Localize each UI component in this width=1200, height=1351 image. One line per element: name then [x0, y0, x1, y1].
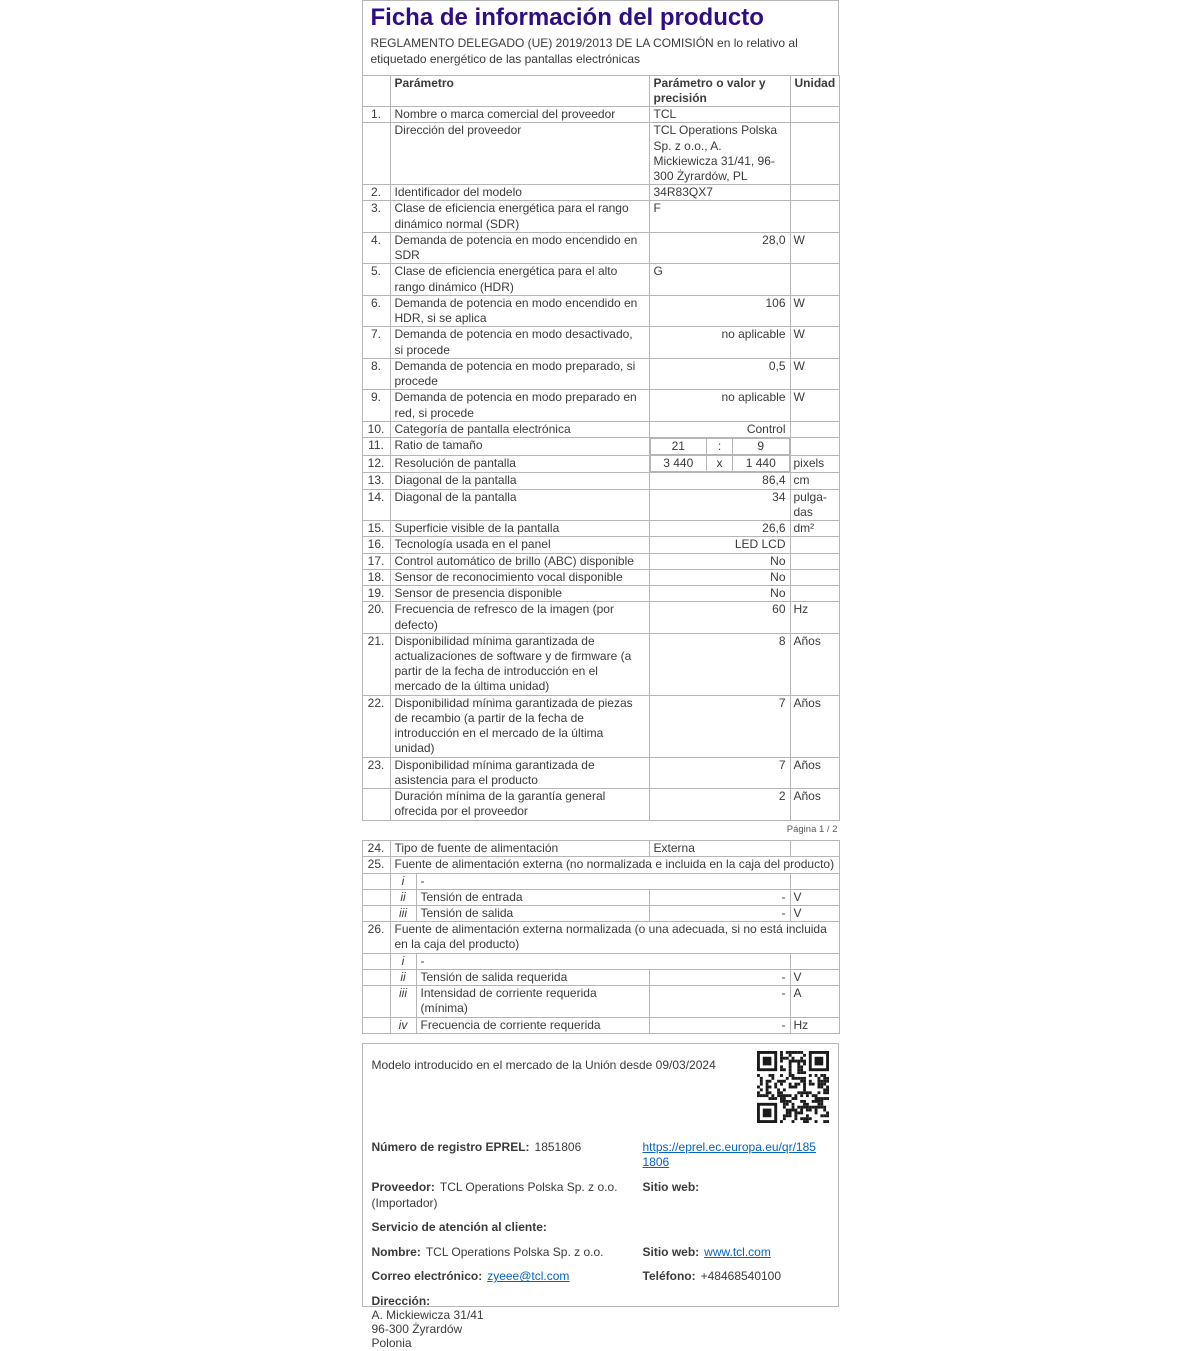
row-number: 1. — [362, 107, 390, 123]
table-row — [362, 295, 839, 326]
row-number: 25. — [362, 857, 390, 873]
parameter-value: 7 — [649, 757, 790, 788]
name-value: TCL Operations Polska Sp. z o.o. — [425, 1244, 604, 1259]
row-number: 10. — [362, 421, 390, 437]
unit-cell — [790, 873, 839, 889]
table-row — [362, 232, 839, 263]
table-header-row — [362, 75, 839, 106]
parameter-label: Control automático de brillo (ABC) disponible — [390, 553, 649, 569]
table-row — [362, 358, 839, 389]
eprel-label: Número de registro EPREL: — [371, 1139, 530, 1154]
website-link[interactable]: www.tcl.com — [704, 1244, 771, 1259]
parameter-value: - — [649, 905, 790, 921]
parameter-label: Demanda de potencia en modo encendido en SDR — [390, 232, 649, 263]
parameter-label: Duración mínima de la garantía general ofrecida por el proveedor — [390, 789, 649, 820]
unit-cell: Años — [790, 789, 839, 820]
unit-cell: V — [790, 889, 839, 905]
parameter-value: - — [649, 969, 790, 985]
parameter-label: Disponibilidad mínima garantizada de actualizaciones de software y de firmware (a partir de la fecha de introducción en el mercado de la última unidad) — [390, 633, 649, 695]
corner-cell — [362, 75, 390, 106]
table-row — [362, 569, 839, 585]
table-row — [362, 327, 839, 358]
roman-index: iii — [390, 905, 416, 921]
name-label: Nombre: — [371, 1244, 421, 1259]
row-number: 23. — [362, 757, 390, 788]
table-row — [362, 873, 839, 889]
unit-cell: Años — [790, 695, 839, 757]
parameter-value: Control — [649, 421, 790, 437]
table-row — [362, 969, 839, 985]
table-row — [362, 455, 839, 473]
supplier-value: TCL Operations Polska Sp. z o.o. (Importador) — [371, 1180, 618, 1210]
parameter-label: Sensor de reconocimiento vocal disponible — [390, 569, 649, 585]
row-number: 9. — [362, 390, 390, 421]
unit-cell: dm² — [790, 521, 839, 537]
row-number: 26. — [362, 922, 390, 953]
eprel-row — [372, 1140, 829, 1171]
market-entry-note: Modelo introducido en el mercado de la Unión desde 09/03/2024 — [371, 1057, 716, 1072]
resolution-separator: x — [706, 456, 733, 471]
table-row — [362, 757, 839, 788]
row-number: 17. — [362, 553, 390, 569]
unit-cell: Hz — [790, 602, 839, 633]
market-entry-row — [372, 1056, 829, 1140]
parameter-label: Nombre o marca comercial del proveedor — [390, 107, 649, 123]
unit-cell: W — [790, 295, 839, 326]
unit-cell: W — [790, 232, 839, 263]
roman-index: iv — [390, 1017, 416, 1033]
supplier-label: Proveedor: — [371, 1180, 435, 1195]
parameter-label: Dirección del proveedor — [390, 123, 649, 185]
unit-cell: pixels — [790, 455, 839, 473]
parameter-value: F — [649, 201, 790, 232]
address-line: Polonia — [371, 1336, 412, 1351]
row-number: 8. — [362, 358, 390, 389]
parameter-value: 28,0 — [649, 232, 790, 263]
parameter-value: - — [649, 986, 790, 1017]
customer-service-row — [372, 1220, 829, 1236]
unit-cell: W — [790, 327, 839, 358]
row-number: 19. — [362, 586, 390, 602]
row-number — [362, 889, 390, 905]
roman-index: i — [390, 953, 416, 969]
parameter-label: Demanda de potencia en modo encendido en HDR, si se aplica — [390, 295, 649, 326]
unit-cell — [790, 953, 839, 969]
main-parameters-table — [362, 75, 840, 821]
table-row — [362, 473, 839, 489]
parameter-value: - — [649, 889, 790, 905]
parameter-value: 2 — [649, 789, 790, 820]
row-number: 13. — [362, 473, 390, 489]
parameter-label: Frecuencia de refresco de la imagen (por defecto) — [390, 602, 649, 633]
unit-cell — [790, 185, 839, 201]
parameter-label: Sensor de presencia disponible — [390, 586, 649, 602]
phone-label: Teléfono: — [642, 1269, 696, 1284]
unit-cell: Años — [790, 757, 839, 788]
table-row — [362, 390, 839, 421]
row-number — [362, 789, 390, 820]
parameter-value: 34R83QX7 — [649, 185, 790, 201]
parameter-label: Ratio de tamaño — [390, 437, 649, 455]
unit-cell — [790, 123, 839, 185]
product-fiche-document — [362, 0, 839, 1351]
parameter-label: Disponibilidad mínima garantizada de piezas de recambio (a partir de la fecha de introducción en el mercado de la última unidad) — [390, 695, 649, 757]
email-link[interactable]: zyeee@tcl.com — [487, 1269, 570, 1284]
table-row — [362, 789, 839, 820]
row-number: 20. — [362, 602, 390, 633]
page-title: Ficha de información del producto — [370, 4, 764, 31]
parameter-value: 60 — [649, 602, 790, 633]
address-line: 96-300 Żyrardów — [371, 1322, 463, 1337]
row-number: 11. — [362, 437, 390, 455]
unit-cell — [790, 841, 839, 857]
row-number: 7. — [362, 327, 390, 358]
row-number: 14. — [362, 489, 390, 520]
parameter-value: 8 — [649, 633, 790, 695]
parameter-value: 86,4 — [649, 473, 790, 489]
parameter-label: Superficie visible de la pantalla — [390, 521, 649, 537]
parameter-value: TCL — [649, 107, 790, 123]
row-number: 16. — [362, 537, 390, 553]
qr-code — [757, 1051, 829, 1123]
table-row — [362, 264, 839, 295]
row-number: 2. — [362, 185, 390, 201]
parameter-label: Clase de eficiencia energética para el rango dinámico normal (SDR) — [390, 201, 649, 232]
row-number — [362, 969, 390, 985]
table-row — [362, 905, 839, 921]
ratio-height: 9 — [757, 438, 765, 453]
table-row — [362, 602, 839, 633]
document-header — [362, 0, 839, 75]
unit-cell — [790, 569, 839, 585]
address-line: A. Mickiewicza 31/41 — [371, 1308, 484, 1323]
regulation-subtitle: REGLAMENTO DELEGADO (UE) 2019/2013 DE LA COMISIÓN en lo relativo al etiquetado energético de las pantallas electrónicas — [370, 36, 798, 66]
parameter-label: Intensidad de corriente requerida (mínima) — [416, 986, 649, 1017]
table-row — [362, 521, 839, 537]
parameter-label: Diagonal de la pantalla — [390, 473, 649, 489]
table-row — [362, 185, 839, 201]
row-number — [362, 873, 390, 889]
table-row — [362, 633, 839, 695]
parameter-value: 106 — [649, 295, 790, 326]
parameter-value: No — [649, 569, 790, 585]
parameter-label: Identificador del modelo — [390, 185, 649, 201]
parameter-value: No — [649, 586, 790, 602]
table-row — [362, 586, 839, 602]
parameter-label: Demanda de potencia en modo preparado en red, si procede — [390, 390, 649, 421]
table-row — [362, 421, 839, 437]
unit-cell: Años — [790, 633, 839, 695]
eprel-link[interactable]: https://eprel.ec.europa.eu/qr/1851806 — [642, 1139, 816, 1170]
phone-value: +48468540100 — [700, 1269, 782, 1284]
parameter-label: Tensión de salida requerida — [416, 969, 649, 985]
unit-cell — [790, 537, 839, 553]
parameter-value: no aplicable — [649, 327, 790, 358]
roman-index: iii — [390, 986, 416, 1017]
table-row — [362, 695, 839, 757]
unit-cell: W — [790, 390, 839, 421]
row-number: 21. — [362, 633, 390, 695]
parameter-label: - — [416, 953, 790, 969]
unit-cell — [790, 421, 839, 437]
address-label: Dirección: — [371, 1294, 431, 1308]
parameter-value: TCL Operations Polska Sp. z o.o., A. Mickiewicza 31/41, 96-300 Żyrardów, PL — [649, 123, 790, 185]
table-row — [362, 922, 839, 953]
parameter-label: Tensión de entrada — [416, 889, 649, 905]
col-parametro: Parámetro — [390, 75, 649, 106]
website2-label: Sitio web: — [642, 1244, 700, 1259]
parameter-label: Tipo de fuente de alimentación — [390, 841, 649, 857]
resolution-horizontal: 3 440 — [663, 456, 694, 471]
unit-cell: Hz — [790, 1017, 839, 1033]
row-number — [362, 123, 390, 185]
unit-cell: cm — [790, 473, 839, 489]
row-number — [362, 953, 390, 969]
page-number: Página 1 / 2 — [786, 823, 838, 835]
parameter-value: Externa — [649, 841, 790, 857]
table-row — [362, 123, 839, 185]
row-number — [362, 986, 390, 1017]
ratio-width: 21 — [671, 438, 685, 453]
parameter-label: Demanda de potencia en modo desactivado, si procede — [390, 327, 649, 358]
row-number: 22. — [362, 695, 390, 757]
row-number: 6. — [362, 295, 390, 326]
email-row — [372, 1269, 829, 1285]
parameter-label: Resolución de pantalla — [390, 455, 649, 473]
parameter-label: Tensión de salida — [416, 905, 649, 921]
parameter-value: 26,6 — [649, 521, 790, 537]
table-row — [362, 201, 839, 232]
resolution-vertical: 1 440 — [745, 456, 776, 471]
parameter-label: Frecuencia de corriente requerida — [416, 1017, 649, 1033]
parameter-value: G — [649, 264, 790, 295]
table-row — [362, 986, 839, 1017]
parameter-label: Diagonal de la pantalla — [390, 489, 649, 520]
name-row — [372, 1245, 829, 1261]
unit-cell: V — [790, 905, 839, 921]
parameter-value: No — [649, 553, 790, 569]
eprel-number: 1851806 — [534, 1139, 582, 1154]
row-number: 24. — [362, 841, 390, 857]
row-number — [362, 905, 390, 921]
parameter-value: - — [649, 1017, 790, 1033]
unit-cell: V — [790, 969, 839, 985]
unit-cell: pulgadas — [790, 489, 839, 520]
supplier-row — [372, 1180, 829, 1211]
table-row — [362, 553, 839, 569]
table-row — [362, 537, 839, 553]
table-row — [362, 841, 839, 857]
ratio-separator: : — [706, 439, 733, 454]
parameter-value: no aplicable — [649, 390, 790, 421]
row-number: 3. — [362, 201, 390, 232]
customer-service-label: Servicio de atención al cliente: — [371, 1220, 547, 1235]
eprel-contact-section — [362, 1043, 839, 1351]
unit-cell — [790, 437, 839, 455]
table-row — [362, 857, 839, 873]
col-unidad: Unidad — [790, 75, 839, 106]
email-label: Correo electrónico: — [371, 1269, 483, 1284]
address-block — [372, 1294, 829, 1351]
parameter-label: Demanda de potencia en modo preparado, si procede — [390, 358, 649, 389]
parameter-label: Clase de eficiencia energética para el alto rango dinámico (HDR) — [390, 264, 649, 295]
table-row — [362, 1017, 839, 1033]
parameter-label: Fuente de alimentación externa (no normalizada e incluida en la caja del producto) — [390, 857, 839, 873]
unit-cell — [790, 107, 839, 123]
unit-cell — [790, 586, 839, 602]
unit-cell — [790, 264, 839, 295]
roman-index: ii — [390, 969, 416, 985]
row-number: 5. — [362, 264, 390, 295]
row-number — [362, 1017, 390, 1033]
website-label: Sitio web: — [642, 1180, 700, 1195]
unit-cell: A — [790, 986, 839, 1017]
unit-cell — [790, 553, 839, 569]
parameter-value: LED LCD — [649, 537, 790, 553]
parameter-label: Fuente de alimentación externa normalizada (o una adecuada, si no está incluida en la caja del producto) — [390, 922, 839, 953]
parameter-label: Tecnología usada en el panel — [390, 537, 649, 553]
table-row — [362, 437, 839, 455]
parameter-value: 34 — [649, 489, 790, 520]
parameter-value: 7 — [649, 695, 790, 757]
roman-index: i — [390, 873, 416, 889]
row-number: 4. — [362, 232, 390, 263]
table-row — [362, 889, 839, 905]
parameter-label: - — [416, 873, 790, 889]
parameter-value — [650, 455, 790, 472]
row-number: 18. — [362, 569, 390, 585]
table-row — [362, 107, 839, 123]
row-number: 12. — [362, 455, 390, 473]
parameter-value: 0,5 — [649, 358, 790, 389]
parameter-label: Disponibilidad mínima garantizada de asistencia para el producto — [390, 757, 649, 788]
table-row — [362, 489, 839, 520]
col-valor: Parámetro o valor y precisión — [649, 75, 790, 106]
table-row — [362, 953, 839, 969]
unit-cell: W — [790, 358, 839, 389]
unit-cell — [790, 201, 839, 232]
power-supply-table — [362, 840, 840, 1034]
parameter-value — [650, 438, 790, 455]
parameter-label: Categoría de pantalla electrónica — [390, 421, 649, 437]
roman-index: ii — [390, 889, 416, 905]
row-number: 15. — [362, 521, 390, 537]
